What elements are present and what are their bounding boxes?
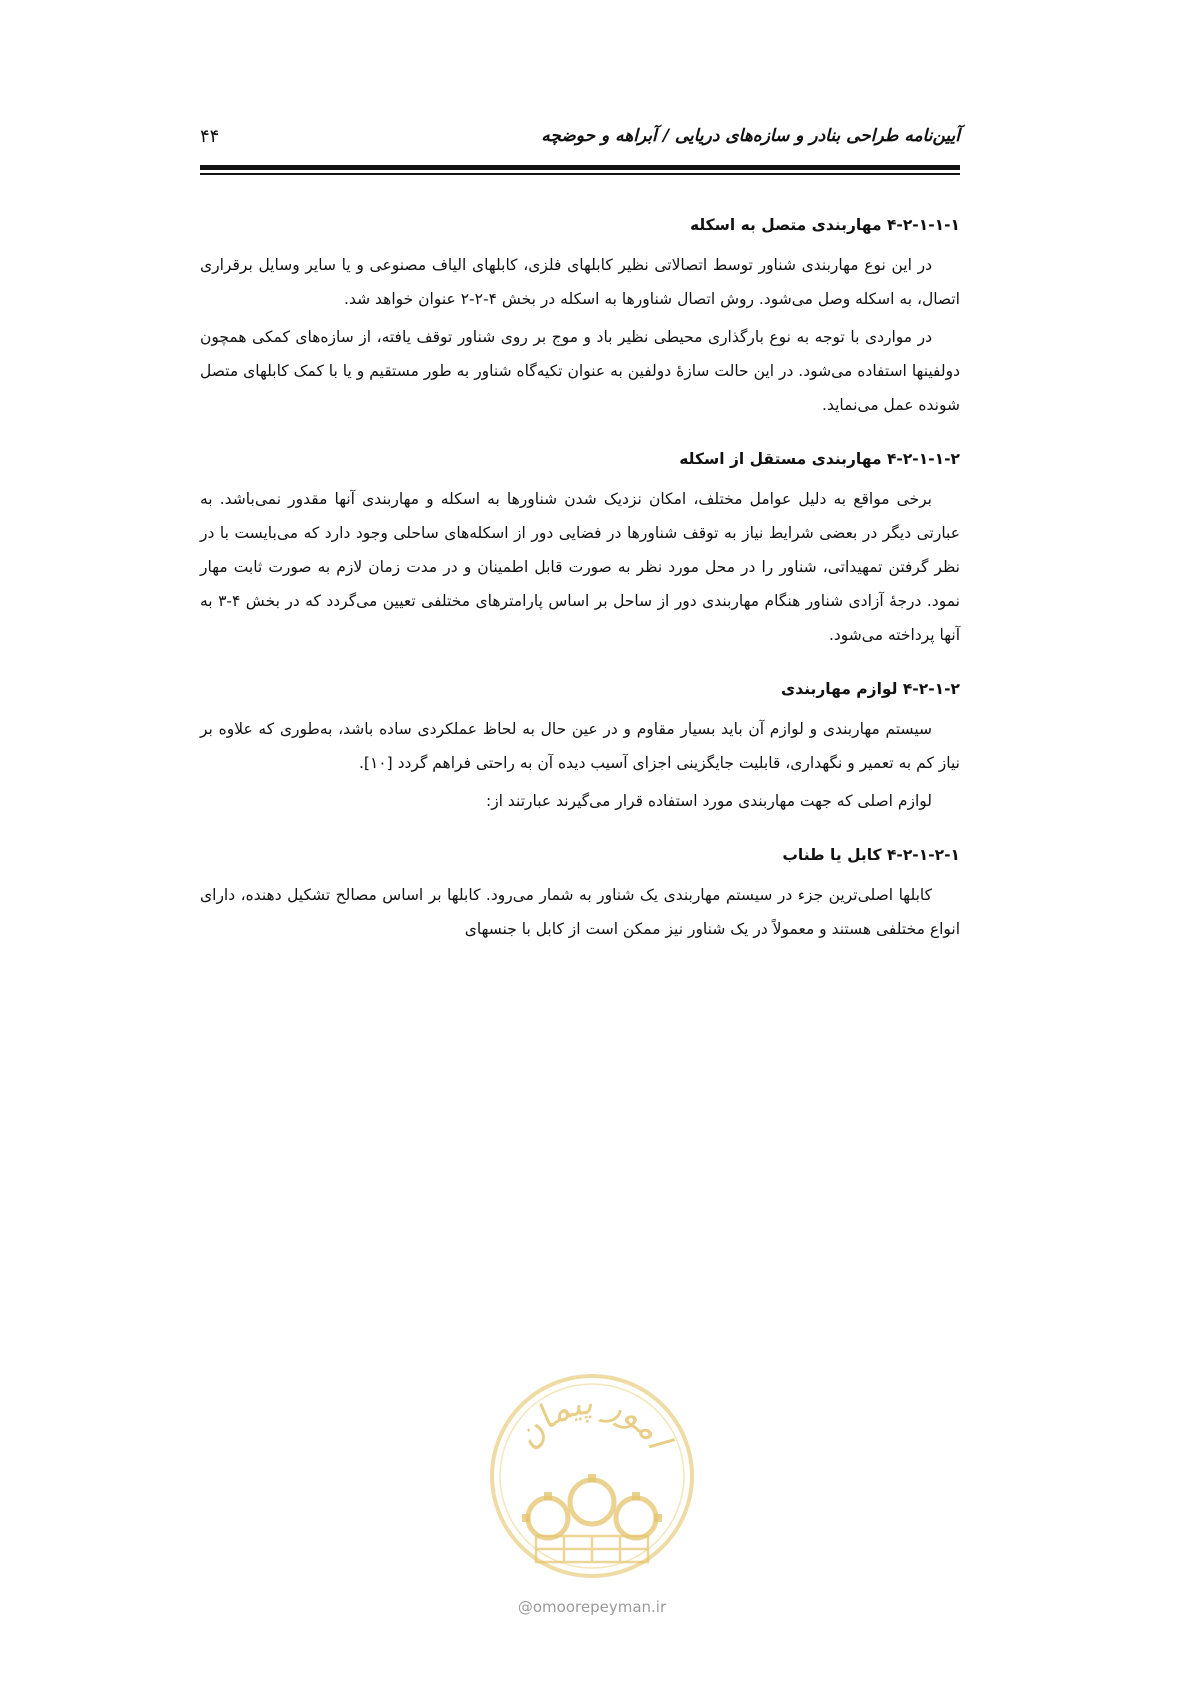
- watermark-logo-text: امور پیمان: [506, 1382, 679, 1456]
- paragraph: کابلها اصلی‌ترین جزء در سیستم مهاربندی یک شناور به شمار می‌رود. کابلها بر اساس مصالح تشکیل دهنده، دارای انواع مختلفی هستند و معمولاً در یک شناور نیز ممکن است از کابل با جنسهای: [200, 886, 960, 938]
- paragraph: در مواردی با توجه به نوع بارگذاری محیطی نظیر باد و موج بر روی شناور توقف یافته، از سازه‌های کمکی همچون دولفینها استفاده می‌شود. در این حالت سازهٔ دولفین به عنوان تکیه‌گاه شناور به طور مستقیم و یا با کمک کابلهای متصل شونده عمل می‌نماید.: [200, 328, 960, 414]
- header-rule-thick: [200, 165, 960, 170]
- running-header: [200, 122, 960, 162]
- watermark-url: @omoorepeyman.ir: [517, 1598, 667, 1616]
- watermark-seal-icon: [486, 1370, 698, 1582]
- paragraph: سیستم مهاربندی و لوازم آن باید بسیار مقاوم و در عین حال به لحاظ عملکردی ساده باشد، به‌طوری که علاوه بر نیاز کم به تعمیر و نگهداری، قابلیت جایگزینی اجزای آسیب دیده آن به راحتی فراهم گردد [۱۰].: [200, 720, 960, 772]
- section-heading: ۴-۲-۱-۱-۱ مهاربندی متصل به اسکله: [689, 216, 960, 234]
- header-rule-thin: [200, 173, 960, 175]
- paragraph: در این نوع مهاربندی شناور توسط اتصالاتی نظیر کابلهای فلزی، کابلهای الیاف مصنوعی و یا سایر وسایل برقراری اتصال، به اسکله وصل می‌شود. روش اتصال شناورها به اسکله در بخش ۴-۲-۲ عنوان خواهد شد.: [200, 256, 960, 308]
- header-title: آیین‌نامه طراحی بنادر و سازه‌های دریایی / آبراهه و حوضچه: [541, 126, 960, 146]
- section-heading: ۴-۲-۱-۱-۲ مهاربندی مستقل از اسکله: [679, 450, 960, 468]
- section-heading: ۴-۲-۱-۲ لوازم مهاربندی: [781, 680, 960, 698]
- body-text: [200, 200, 960, 950]
- paragraph: برخی مواقع به دلیل عوامل مختلف، امکان نزدیک شدن شناورها به اسکله و مهاربندی آنها مقدور نمی‌باشد. به عبارتی دیگر در بعضی شرایط نیاز به توقف شناورها در فضایی دور از اسکله‌های ساحلی وجود دارد که می‌بایست با در نظر گرفتن تمهیداتی، شناور را در محل مورد نظر به صورت قابل اطمینان و در مدت زمان لازم به صورت ثابت مهار نمود. درجهٔ آزادی شناور هنگام مهاربندی دور از ساحل بر اساس پارامترهای مختلفی تعیین می‌گردد که در بخش ۴-۳ به آنها پرداخته می‌شود.: [200, 490, 960, 644]
- page-number: ۴۴: [200, 126, 220, 147]
- paragraph: لوازم اصلی که جهت مهاربندی مورد استفاده قرار می‌گیرند عبارتند از:: [485, 792, 932, 810]
- section-heading: ۴-۲-۱-۲-۱ کابل یا طناب: [782, 846, 960, 864]
